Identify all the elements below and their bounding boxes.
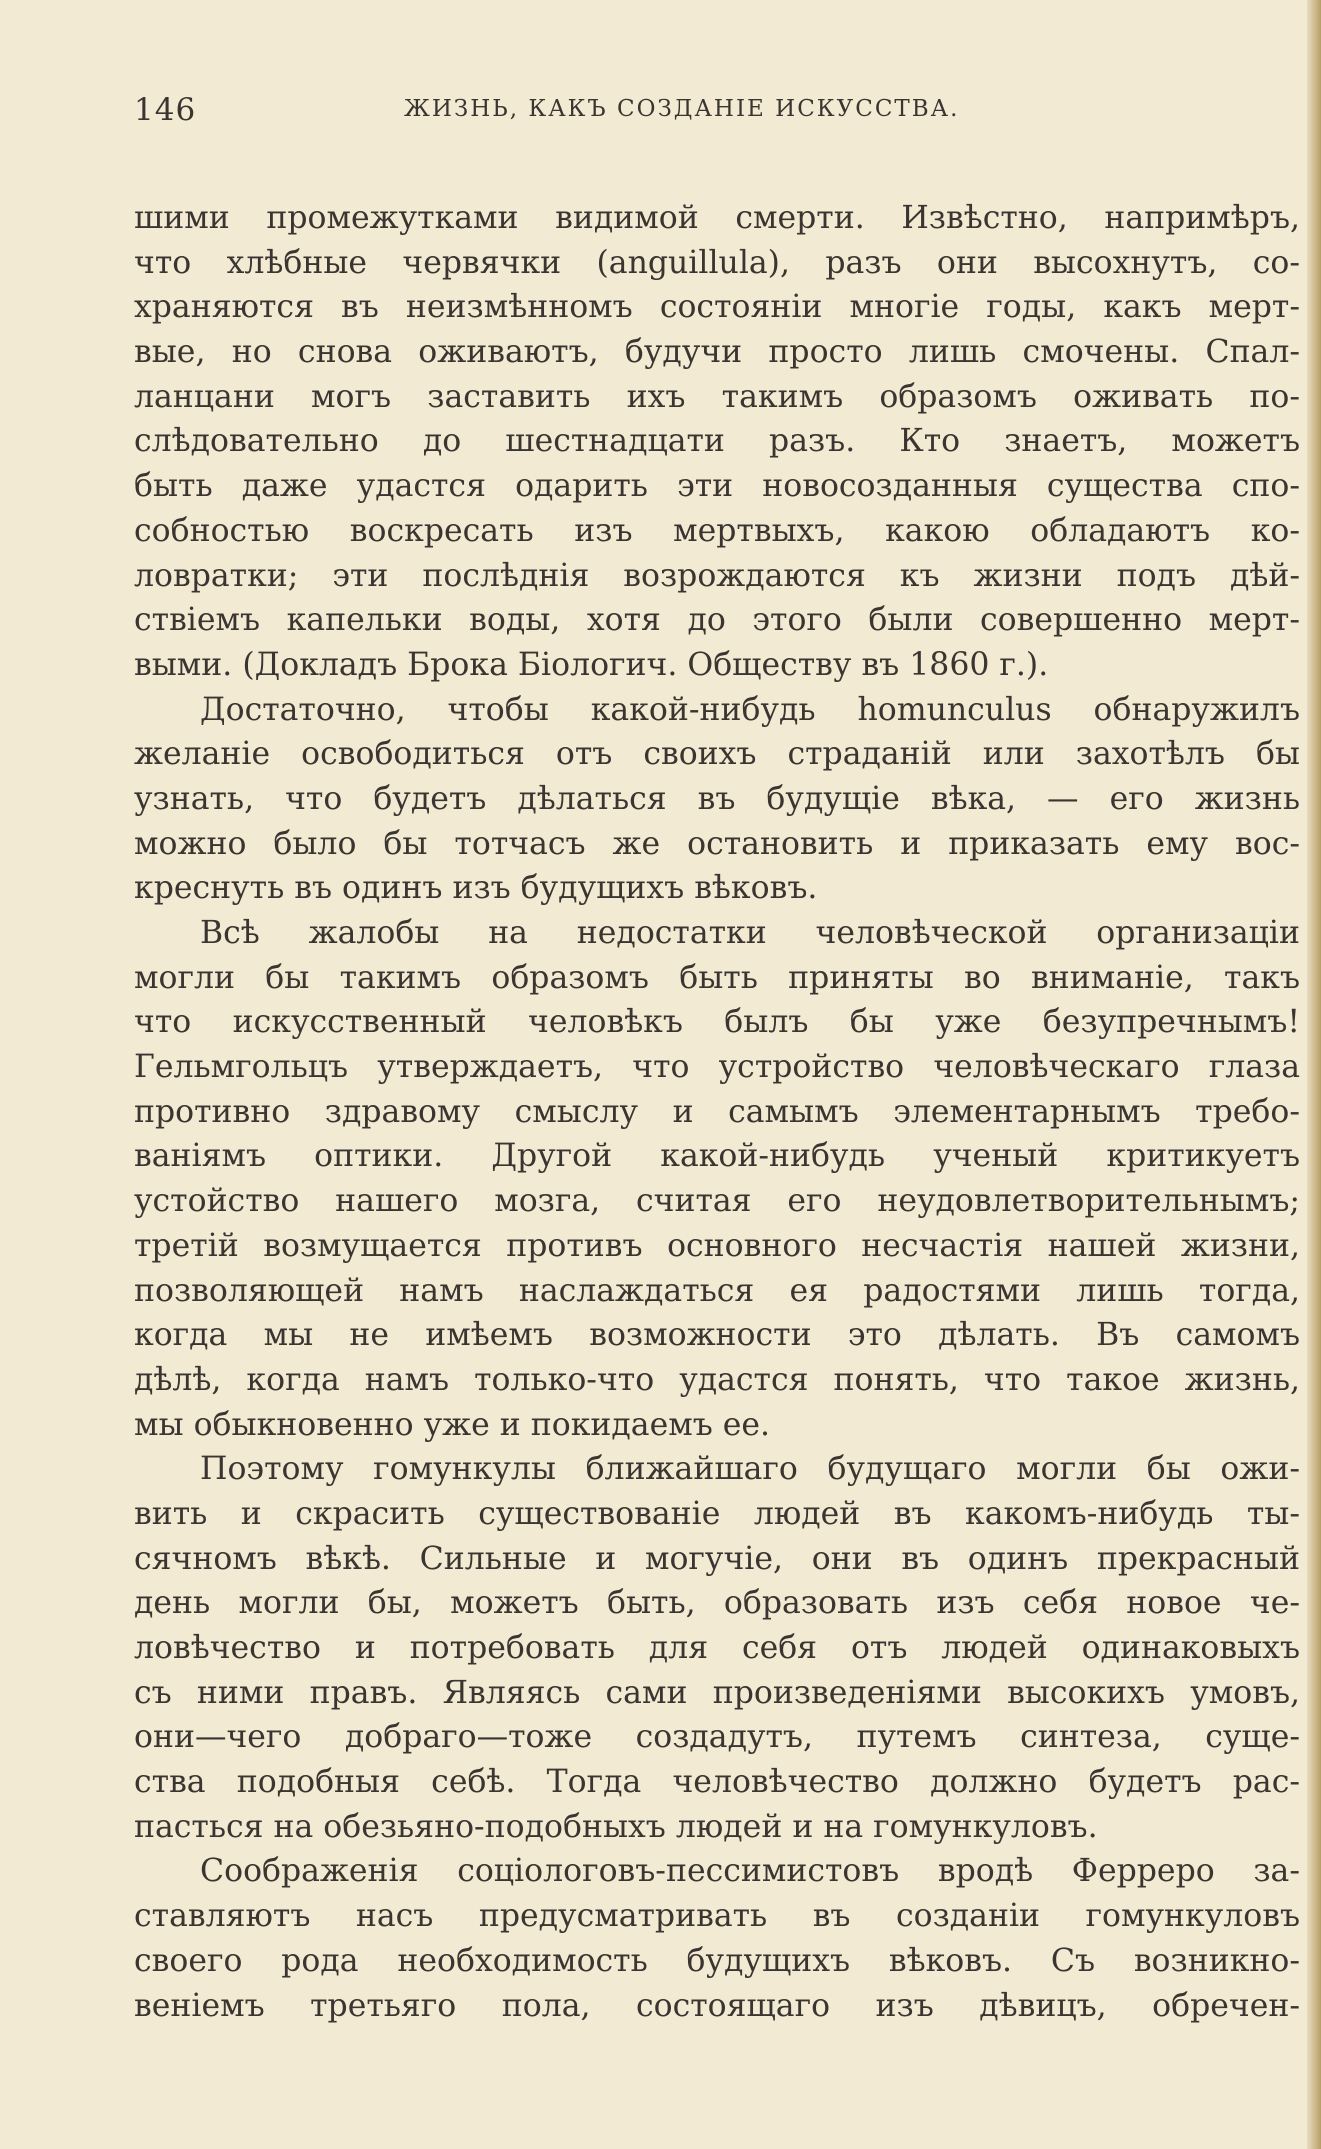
text-line: ловратки; эти послѣднія возрождаются къ жизни подъ дѣй- <box>134 557 1300 594</box>
text-line: выми. (Докладъ Брока Біологич. Обществу въ 1860 г.). <box>134 646 1049 683</box>
text-line: быть даже удастся одарить эти новосозданныя существа спо- <box>134 468 1300 505</box>
text-line: слѣдовательно до шестнадцати разъ. Кто знаетъ, можетъ <box>134 423 1300 460</box>
text-line: ланцани могъ заставить ихъ такимъ образомъ оживать по- <box>134 378 1300 415</box>
text-line: Соображенія соціологовъ-пессимистовъ вродѣ Ферреро за- <box>200 1853 1300 1890</box>
text-line: третій возмущается противъ основного несчастія нашей жизни, <box>134 1227 1300 1264</box>
text-line: мы обыкновенно уже и покидаемъ ее. <box>134 1406 771 1443</box>
text-line: собностью воскресать изъ мертвыхъ, какою обладаютъ ко- <box>134 512 1300 549</box>
text-line: пасться на обезьяно-подобныхъ людей и на гомункуловъ. <box>134 1808 1098 1845</box>
body-text <box>134 196 1300 2028</box>
text-line: ствіемъ капельки воды, хотя до этого были совершенно мерт- <box>134 602 1300 639</box>
text-line: желаніе освободиться отъ своихъ страданій или захотѣлъ бы <box>134 736 1300 773</box>
text-line: своего рода необходимость будущихъ вѣковъ. Съ возникно- <box>134 1942 1300 1979</box>
text-line: они—чего добраго—тоже создадутъ, путемъ синтеза, суще- <box>134 1719 1300 1756</box>
text-line: сячномъ вѣкѣ. Сильные и могучіе, они въ одинъ прекрасный <box>134 1540 1300 1577</box>
text-line: ловѣчество и потребовать для себя отъ людей одинаковыхъ <box>134 1630 1300 1666</box>
text-line: Гельмгольцъ утверждаетъ, что устройство человѣческаго глаза <box>134 1049 1300 1086</box>
text-line: могли бы такимъ образомъ быть приняты во вниманіе, такъ <box>134 959 1300 996</box>
text-line: день могли бы, можетъ быть, образовать изъ себя новое че- <box>134 1585 1300 1622</box>
text-line: веніемъ третьяго пола, состоящаго изъ дѣвицъ, обречен- <box>134 1987 1300 2024</box>
text-line: ства подобныя себѣ. Тогда человѣчество должно будетъ рас- <box>134 1764 1300 1801</box>
text-line: Поэтому гомункулы ближайшаго будущаго могли бы ожи- <box>200 1451 1300 1488</box>
text-line: храняются въ неизмѣнномъ состояніи многіе годы, какъ мерт- <box>134 289 1300 326</box>
text-line: можно было бы тотчасъ же остановить и приказать ему вос- <box>134 825 1300 862</box>
text-line: вить и скрасить существованіе людей въ какомъ-нибудь ты- <box>134 1495 1300 1532</box>
page-edge <box>1307 0 1321 2149</box>
text-line: шими промежутками видимой смерти. Извѣстно, напримѣръ, <box>134 200 1300 236</box>
text-line: узнать, что будетъ дѣлаться въ будущіе вѣка, — его жизнь <box>134 780 1300 817</box>
page-number: 146 <box>134 92 197 128</box>
text-line: устойство нашего мозга, считая его неудовлетворительнымъ; <box>134 1183 1300 1220</box>
text-line: съ ними правъ. Являясь сами произведеніями высокихъ умовъ, <box>134 1674 1300 1711</box>
running-head: ЖИЗНЬ, КАКЪ СОЗДАНІЕ ИСКУССТВА. <box>404 96 960 122</box>
page-header <box>134 92 1304 132</box>
text-line: вые, но снова оживаютъ, будучи просто лишь смочены. Спал- <box>134 334 1300 371</box>
text-line: ставляютъ насъ предусматривать въ созданіи гомункуловъ <box>134 1898 1300 1935</box>
text-line: Достаточно, чтобы какой-нибудь homunculus обнаружилъ <box>200 691 1300 728</box>
text-line: ваніямъ оптики. Другой какой-нибудь ученый критикуетъ <box>134 1138 1300 1175</box>
text-line: противно здравому смыслу и самымъ элементарнымъ требо- <box>134 1093 1300 1130</box>
text-line: когда мы не имѣемъ возможности это дѣлать. Въ самомъ <box>134 1317 1300 1354</box>
text-line: Всѣ жалобы на недостатки человѣческой организаціи <box>200 915 1300 951</box>
text-line: что хлѣбные червячки (anguillula), разъ они высохнутъ, со- <box>134 244 1300 281</box>
text-line: позволяющей намъ наслаждаться ея радостями лишь тогда, <box>134 1272 1300 1309</box>
text-line: дѣлѣ, когда намъ только-что удастся понять, что такое жизнь, <box>134 1361 1300 1398</box>
text-line: креснуть въ одинъ изъ будущихъ вѣковъ. <box>134 870 818 907</box>
text-line: что искусственный человѣкъ былъ бы уже безупречнымъ! <box>134 1004 1300 1041</box>
